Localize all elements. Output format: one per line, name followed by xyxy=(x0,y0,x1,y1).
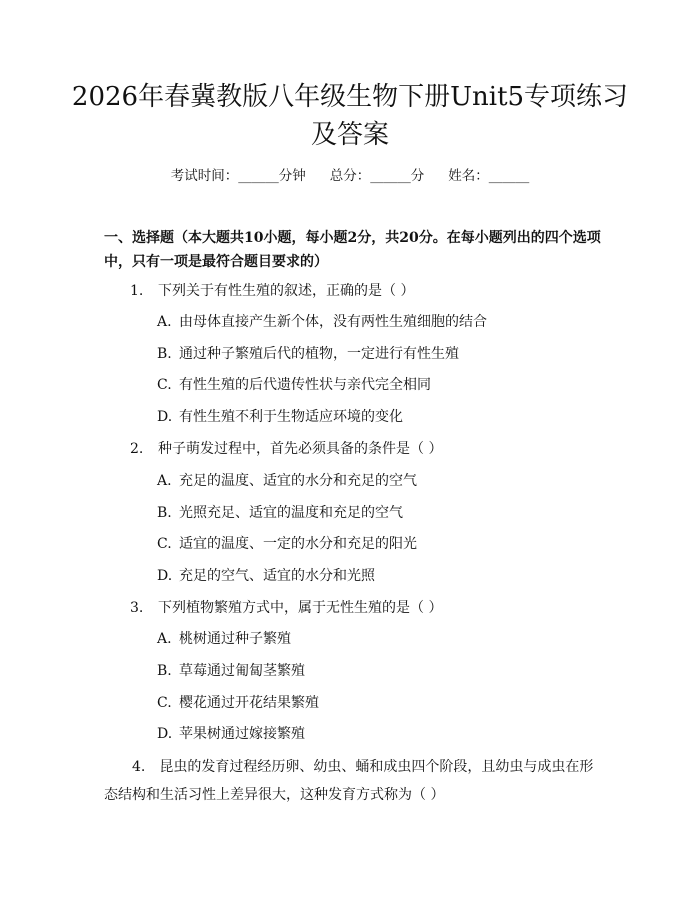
total-score-label: 总分：______分 xyxy=(329,168,425,184)
option-letter: C. xyxy=(157,695,172,711)
option-text: 充足的空气、适宜的水分和光照 xyxy=(179,568,375,584)
option-text: 草莓通过匍匐茎繁殖 xyxy=(179,663,305,679)
option-1a xyxy=(157,311,607,333)
option-text: 通过种子繁殖后代的植物，一定进行有性生殖 xyxy=(179,346,459,362)
document-title: 2026年春冀教版八年级生物下册Unit5专项练习及答案 xyxy=(71,82,629,150)
question-2 xyxy=(104,435,604,463)
option-text: 苹果树通过嫁接繁殖 xyxy=(179,726,305,742)
option-letter: C. xyxy=(157,377,172,393)
question-4 xyxy=(104,753,604,809)
option-2a xyxy=(157,470,607,492)
option-1d xyxy=(157,406,607,428)
option-letter: B. xyxy=(157,346,172,362)
question-number: 1. xyxy=(130,283,144,299)
option-text: 桃树通过种子繁殖 xyxy=(179,631,291,647)
option-text: 由母体直接产生新个体，没有两性生殖细胞的结合 xyxy=(179,314,487,330)
option-1c xyxy=(157,374,607,396)
exam-time-label: 考试时间：______分钟 xyxy=(170,168,306,184)
option-letter: D. xyxy=(157,409,173,425)
question-number: 2. xyxy=(130,441,144,457)
question-stem: 种子萌发过程中，首先必须具备的条件是（ ） xyxy=(158,441,443,457)
question-stem: 下列关于有性生殖的叙述，正确的是（ ） xyxy=(158,283,415,299)
option-text: 充足的温度、适宜的水分和充足的空气 xyxy=(179,473,417,489)
option-1b xyxy=(157,343,607,365)
option-letter: D. xyxy=(157,568,173,584)
option-letter: A. xyxy=(157,631,172,647)
section-heading: 一、选择题（本大题共10小题，每小题2分，共20分。在每小题列出的四个选项中，只有一项是最符合题目要求的） xyxy=(104,230,601,270)
option-3d xyxy=(157,723,607,745)
option-text: 樱花通过开花结果繁殖 xyxy=(179,695,319,711)
option-letter: A. xyxy=(157,473,172,489)
question-stem: 下列植物繁殖方式中，属于无性生殖的是（ ） xyxy=(158,600,443,616)
option-text: 有性生殖的后代遗传性状与亲代完全相同 xyxy=(179,377,431,393)
option-2b xyxy=(157,502,607,524)
option-text: 光照充足、适宜的温度和充足的空气 xyxy=(179,505,403,521)
question-number: 3. xyxy=(130,600,144,616)
question-stem: 昆虫的发育过程经历卵、幼虫、蛹和成虫四个阶段，且幼虫与成虫在形态结构和生活习性上差异很大，这种发育方式称为（ ） xyxy=(104,759,594,803)
name-label: 姓名：______ xyxy=(448,168,530,184)
option-text: 有性生殖不利于生物适应环境的变化 xyxy=(179,409,403,425)
question-number: 4. xyxy=(132,759,146,775)
option-letter: A. xyxy=(157,314,172,330)
exam-meta xyxy=(0,166,700,186)
option-text: 适宜的温度、一定的水分和充足的阳光 xyxy=(179,536,417,552)
option-3a xyxy=(157,628,607,650)
option-2c xyxy=(157,533,607,555)
option-letter: C. xyxy=(157,536,172,552)
question-1 xyxy=(104,277,604,305)
option-2d xyxy=(157,565,607,587)
question-3 xyxy=(104,594,604,622)
option-letter: B. xyxy=(157,505,172,521)
option-letter: D. xyxy=(157,726,173,742)
option-3c xyxy=(157,692,607,714)
option-letter: B. xyxy=(157,663,172,679)
option-3b xyxy=(157,660,607,682)
